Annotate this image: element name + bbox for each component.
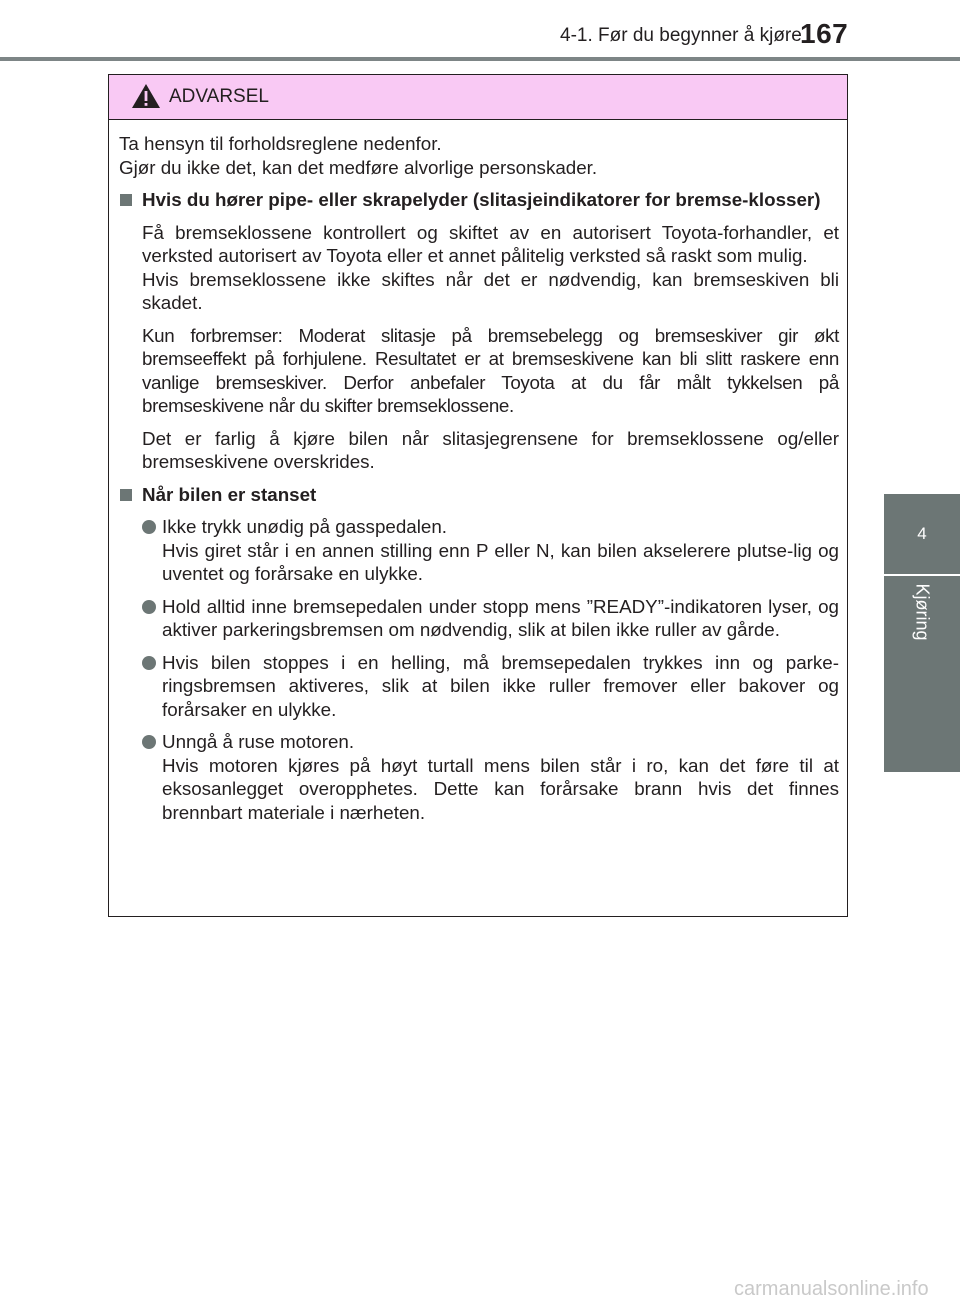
list-item-text: Hvis motoren kjøres på høyt turtall mens bilen står i ro, kan det føre til at eksosanlegget overopphetes. Dette kan forårsake brann hvis det finnes brennbart materiale i nærheten.: [162, 754, 839, 823]
list-item: [119, 595, 839, 642]
section-heading-brake-pads: [119, 188, 839, 212]
list-item-text: Hvis giret står i en annen stilling enn P eller N, kan bilen akselerere plutse-lig og uventet og forårsake en ulykke.: [162, 539, 839, 584]
warning-header: [109, 75, 847, 120]
page-number: 167: [800, 18, 849, 49]
chapter-title: Kjøring: [912, 583, 933, 641]
warning-box: [108, 74, 848, 917]
square-bullet-icon: [120, 489, 132, 501]
warning-intro: [119, 132, 839, 179]
section-heading-text: Når bilen er stanset: [142, 483, 317, 505]
paragraph: Kun forbremser: Moderat slitasje på bremsebelegg og bremseskiver gir økt bremseeffekt på forhjulene. Resultatet er at bremseskivene kan bli slitt raskere enn vanlige bremseskiver. Derfor anbefaler Toyota at du får målt tykkelsen på bremseskivene når du skifter bremseklossene.: [142, 324, 839, 416]
list-item-text: Ikke trykk unødig på gasspedalen.: [162, 516, 448, 537]
circle-bullet-icon: [142, 600, 156, 614]
header-rule: [0, 57, 960, 61]
chapter-tab-number[interactable]: [884, 494, 960, 574]
warning-body: [109, 120, 847, 824]
chapter-number: 4: [917, 524, 927, 543]
list-item-text: Hvis bilen stoppes i en helling, må bremsepedalen trykkes inn og parke-ringsbremsen aktiveres, slik at bilen ikke ruller fremover eller bakover og forårsaker en ulykke.: [162, 651, 839, 720]
list-item-text: Unngå å ruse motoren.: [162, 731, 355, 752]
watermark: carmanualsonline.info: [734, 1278, 929, 1300]
section-title: 4-1. Før du begynner å kjøre: [560, 25, 802, 46]
section-heading-text: Hvis du hører pipe- eller skrapelyder (slitasjeindikatorer for bremse-klosser): [142, 189, 821, 210]
section-heading-vehicle-stopped: [119, 483, 839, 507]
paragraph-text: Hvis bremseklossene ikke skiftes når det er nødvendig, kan bremseskiven bli skadet.: [142, 268, 839, 313]
square-bullet-icon: [120, 194, 132, 206]
list-item: [119, 730, 839, 824]
list-item: [119, 651, 839, 722]
paragraph-text: Få bremseklossene kontrollert og skiftet av en autorisert Toyota-forhandler, et verksted autorisert av Toyota eller et annet pålitelig verksted så raskt som mulig.: [142, 221, 839, 266]
intro-line-1: Ta hensyn til forholdsreglene nedenfor.: [119, 133, 442, 154]
list-item-text: Hold alltid inne bremsepedalen under stopp mens ”READY”-indikatoren lyser, og aktiver parkeringsbremsen om nødvendig, slik at bilen ikke ruller av gårde.: [162, 595, 839, 640]
warning-title: ADVARSEL: [169, 86, 269, 107]
circle-bullet-icon: [142, 735, 156, 749]
circle-bullet-icon: [142, 656, 156, 670]
circle-bullet-icon: [142, 520, 156, 534]
intro-line-2: Gjør du ikke det, kan det medføre alvorlige personskader.: [119, 156, 598, 178]
paragraph: [119, 221, 839, 315]
paragraph: Det er farlig å kjøre bilen når slitasjegrensene for bremseklossene og/eller bremseskivene overskrides.: [142, 427, 839, 472]
list-item: [119, 515, 839, 586]
warning-triangle-icon: [131, 83, 161, 109]
